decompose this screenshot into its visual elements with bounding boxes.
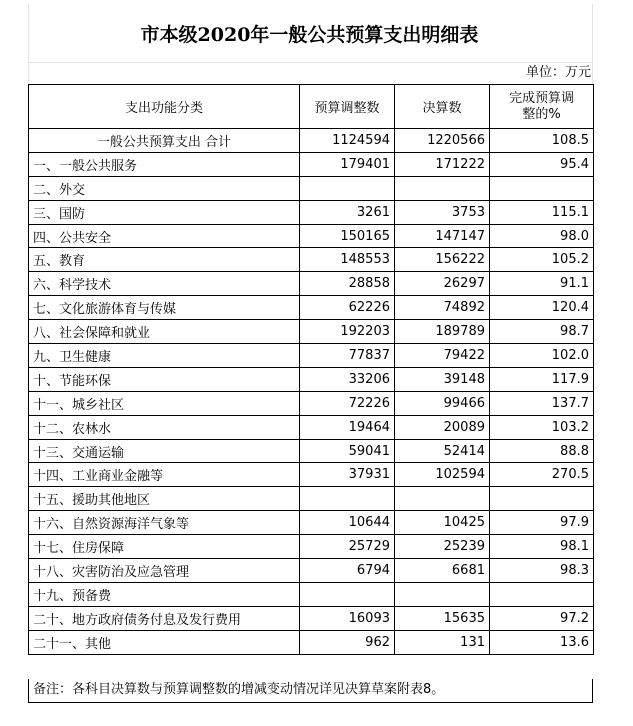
row-budget: 77837 <box>300 344 395 368</box>
unit-label: 单位：万元 <box>525 65 591 80</box>
row-ratio: 13.6 <box>490 630 594 654</box>
table-row <box>29 582 594 606</box>
row-ratio: 95.4 <box>490 152 594 176</box>
row-final: 74892 <box>395 296 490 320</box>
page-title: 市本级2020年一般公共预算支出明细表 <box>140 23 479 46</box>
row-category: 七、文化旅游体育与传媒 <box>29 296 300 320</box>
footnote: 备注：各科目决算数与预算调整数的增减变动情况详见决算草案附表8。 <box>28 679 593 703</box>
row-budget: 16093 <box>300 606 395 630</box>
row-final: 99466 <box>395 391 490 415</box>
row-ratio: 98.7 <box>490 320 594 344</box>
row-category: 十九、预备费 <box>29 582 300 606</box>
row-category: 三、国防 <box>29 200 300 224</box>
row-category: 一般公共预算支出 合计 <box>29 129 300 153</box>
row-category: 十二、农林水 <box>29 415 300 439</box>
row-budget: 28858 <box>300 272 395 296</box>
header-budget: 预算调整数 <box>300 85 395 129</box>
table-row <box>29 224 594 248</box>
row-budget: 10644 <box>300 511 395 535</box>
row-budget: 59041 <box>300 439 395 463</box>
table-row <box>29 415 594 439</box>
row-category: 八、社会保障和就业 <box>29 320 300 344</box>
row-category: 二十一、其他 <box>29 630 300 654</box>
row-category: 二十、地方政府债务付息及发行费用 <box>29 606 300 630</box>
row-ratio: 98.0 <box>490 224 594 248</box>
header-ratio: 完成预算调整的% <box>490 85 594 129</box>
row-ratio: 97.9 <box>490 511 594 535</box>
row-budget: 962 <box>300 630 395 654</box>
row-ratio: 103.2 <box>490 415 594 439</box>
row-ratio <box>490 487 594 511</box>
row-final: 26297 <box>395 272 490 296</box>
row-ratio <box>490 176 594 200</box>
row-ratio: 91.1 <box>490 272 594 296</box>
table-row <box>29 344 594 368</box>
row-budget: 148553 <box>300 248 395 272</box>
row-category: 五、教育 <box>29 248 300 272</box>
row-final: 189789 <box>395 320 490 344</box>
row-category: 十四、工业商业金融等 <box>29 463 300 487</box>
row-ratio: 105.2 <box>490 248 594 272</box>
table-total-row <box>29 129 594 153</box>
row-category: 六、科学技术 <box>29 272 300 296</box>
row-category: 十八、灾害防治及应急管理 <box>29 559 300 583</box>
row-ratio: 108.5 <box>490 129 594 153</box>
row-budget <box>300 582 395 606</box>
row-final: 10425 <box>395 511 490 535</box>
table-row <box>29 176 594 200</box>
row-ratio: 98.3 <box>490 559 594 583</box>
row-budget: 62226 <box>300 296 395 320</box>
row-budget: 3261 <box>300 200 395 224</box>
row-budget: 72226 <box>300 391 395 415</box>
row-budget: 19464 <box>300 415 395 439</box>
row-ratio: 137.7 <box>490 391 594 415</box>
row-category: 十三、交通运输 <box>29 439 300 463</box>
row-budget <box>300 176 395 200</box>
row-final <box>395 487 490 511</box>
row-category: 十五、援助其他地区 <box>29 487 300 511</box>
table-row <box>29 487 594 511</box>
row-ratio <box>490 582 594 606</box>
table-row <box>29 630 594 654</box>
row-final: 25239 <box>395 535 490 559</box>
table-row <box>29 391 594 415</box>
row-final: 6681 <box>395 559 490 583</box>
row-category: 十一、城乡社区 <box>29 391 300 415</box>
row-ratio: 117.9 <box>490 367 594 391</box>
table-row <box>29 511 594 535</box>
table-header-row <box>29 85 594 129</box>
row-final: 3753 <box>395 200 490 224</box>
table-row <box>29 296 594 320</box>
table-row <box>29 152 594 176</box>
row-category: 十六、自然资源海洋气象等 <box>29 511 300 535</box>
row-budget: 33206 <box>300 367 395 391</box>
row-budget: 6794 <box>300 559 395 583</box>
table-row <box>29 248 594 272</box>
row-budget: 192203 <box>300 320 395 344</box>
row-final: 79422 <box>395 344 490 368</box>
row-ratio: 98.1 <box>490 535 594 559</box>
row-category: 四、公共安全 <box>29 224 300 248</box>
row-budget: 150165 <box>300 224 395 248</box>
row-final: 102594 <box>395 463 490 487</box>
row-budget: 25729 <box>300 535 395 559</box>
header-category: 支出功能分类 <box>29 85 300 129</box>
row-final: 52414 <box>395 439 490 463</box>
table-row <box>29 535 594 559</box>
table-row <box>29 367 594 391</box>
row-final: 156222 <box>395 248 490 272</box>
row-final: 15635 <box>395 606 490 630</box>
row-budget <box>300 487 395 511</box>
row-ratio: 97.2 <box>490 606 594 630</box>
row-category: 二、外交 <box>29 176 300 200</box>
row-ratio: 102.0 <box>490 344 594 368</box>
row-ratio: 88.8 <box>490 439 594 463</box>
row-final: 39148 <box>395 367 490 391</box>
table-row <box>29 463 594 487</box>
table-row <box>29 200 594 224</box>
row-final <box>395 582 490 606</box>
row-ratio: 120.4 <box>490 296 594 320</box>
row-final: 147147 <box>395 224 490 248</box>
row-budget: 179401 <box>300 152 395 176</box>
row-final <box>395 176 490 200</box>
row-category: 十七、住房保障 <box>29 535 300 559</box>
table-row <box>29 559 594 583</box>
row-category: 一、一般公共服务 <box>29 152 300 176</box>
expenditure-table <box>28 84 594 655</box>
row-final: 20089 <box>395 415 490 439</box>
row-final: 1220566 <box>395 129 490 153</box>
row-final: 171222 <box>395 152 490 176</box>
row-category: 九、卫生健康 <box>29 344 300 368</box>
row-ratio: 115.1 <box>490 200 594 224</box>
table-row <box>29 606 594 630</box>
table-row <box>29 272 594 296</box>
row-budget: 37931 <box>300 463 395 487</box>
header-final: 决算数 <box>395 85 490 129</box>
row-category: 十、节能环保 <box>29 367 300 391</box>
table-row <box>29 439 594 463</box>
row-final: 131 <box>395 630 490 654</box>
table-row <box>29 320 594 344</box>
row-ratio: 270.5 <box>490 463 594 487</box>
row-budget: 1124594 <box>300 129 395 153</box>
